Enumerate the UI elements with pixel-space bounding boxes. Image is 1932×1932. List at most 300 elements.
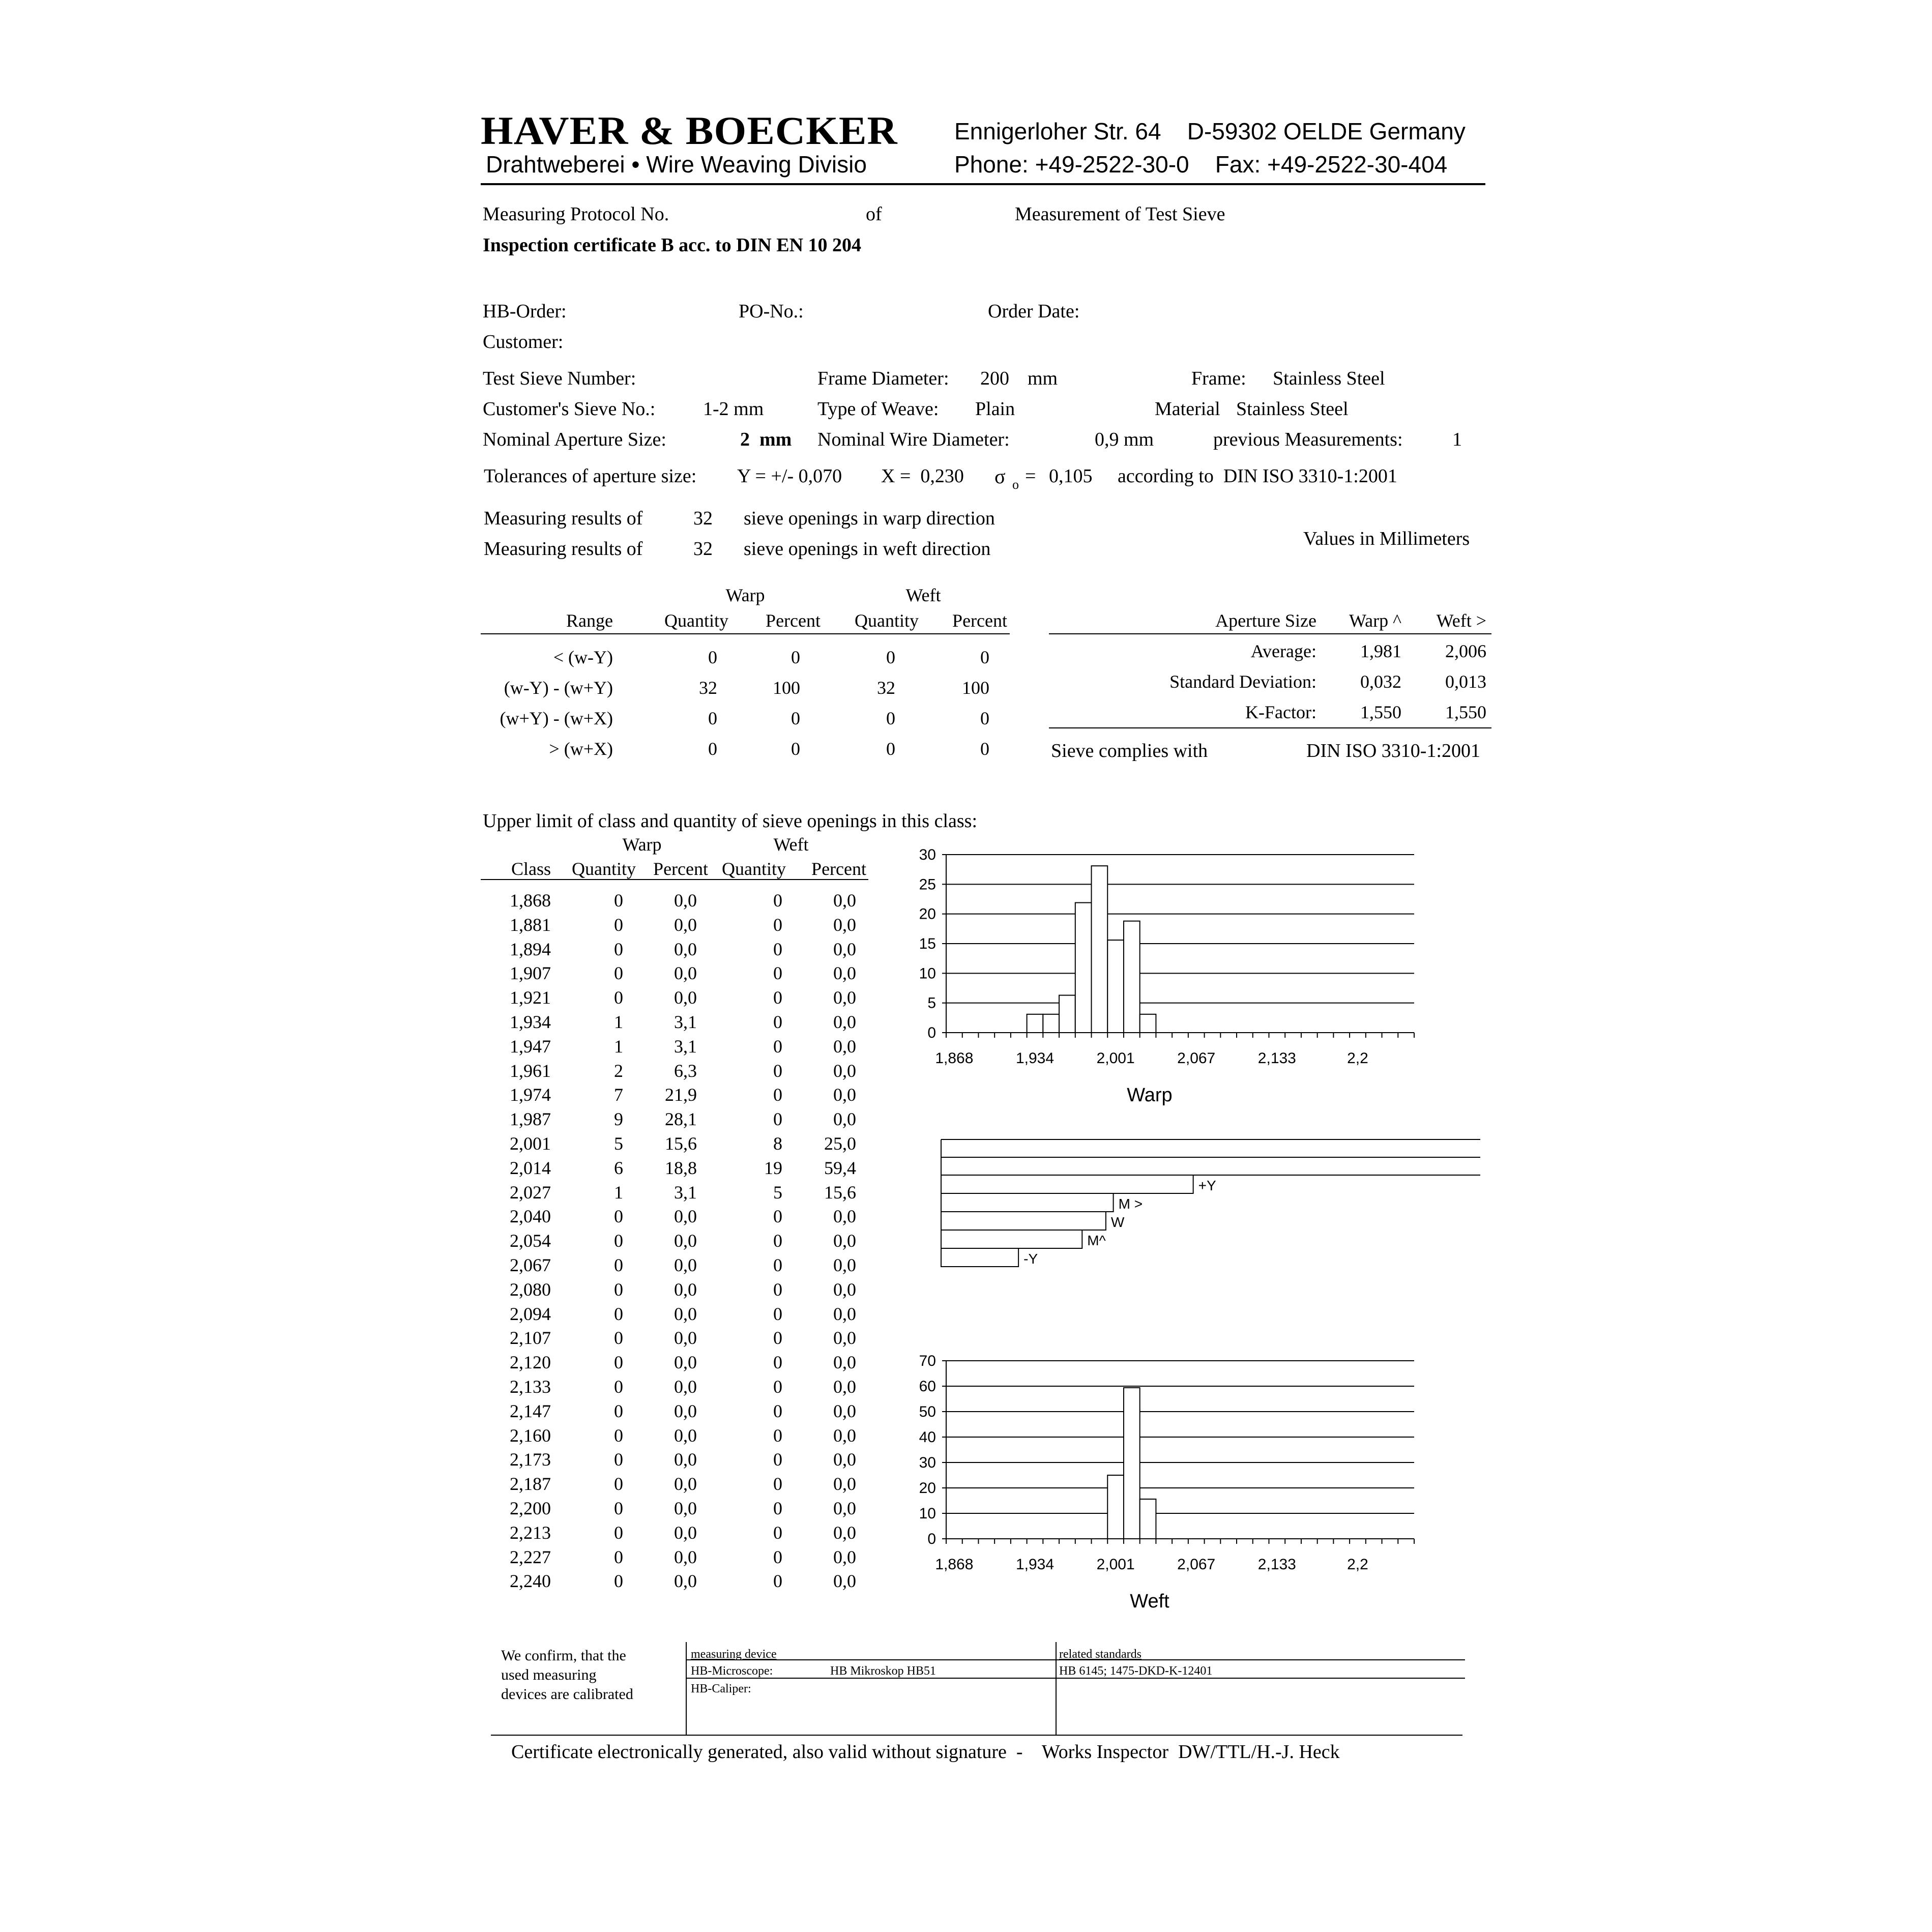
- certificate-note: Certificate electronically generated, also valid without signature - Works Inspector DW/TTL/H.-J. Heck: [511, 1741, 1340, 1763]
- class-cell: 0: [773, 1546, 782, 1567]
- class-cell: 0,0: [674, 1352, 697, 1373]
- class-cell: 0: [773, 1231, 782, 1251]
- weft-results-prefix: Measuring results of: [484, 538, 643, 560]
- class-limit: 1,947: [510, 1036, 551, 1057]
- class-cell: 1: [614, 1182, 623, 1203]
- histogram-bar: [1059, 996, 1075, 1033]
- class-limit: 1,881: [510, 914, 551, 935]
- marker-bar: [941, 1248, 1018, 1267]
- class-cell: 0: [773, 1377, 782, 1397]
- class-limit: 2,133: [510, 1377, 551, 1397]
- class-cell: 0,0: [833, 1303, 856, 1324]
- class-limit: 2,200: [510, 1498, 551, 1518]
- class-limit: 2,014: [510, 1157, 551, 1178]
- class-limit: 2,107: [510, 1328, 551, 1349]
- class-cell: 0: [614, 987, 623, 1008]
- stats-header-0: Aperture Size: [1215, 610, 1316, 631]
- class-cell: 0: [773, 939, 782, 959]
- class-header-3: Quantity: [722, 859, 786, 879]
- class-cell: 0: [614, 1449, 623, 1470]
- footer-rule-bottom: [491, 1735, 1462, 1736]
- class-cell: 0: [773, 1109, 782, 1130]
- class-cell: 0: [614, 1571, 623, 1592]
- wire-diameter-label: Nominal Wire Diameter:: [817, 429, 1010, 450]
- x-tick-label: 2,2: [1347, 1050, 1368, 1067]
- class-limit: 2,240: [510, 1571, 551, 1592]
- stats-header-1: Warp ^: [1349, 610, 1401, 631]
- customer-label: Customer:: [483, 331, 564, 353]
- y-tick-label: 50: [919, 1403, 936, 1420]
- y-tick-label: 70: [919, 1353, 936, 1369]
- class-table-title: Upper limit of class and quantity of sieve openings in this class:: [483, 810, 978, 832]
- range-cell: 0: [708, 647, 717, 667]
- class-header-2: Percent: [653, 859, 708, 879]
- range-cell: 0: [886, 739, 895, 759]
- class-cell: 0: [773, 1400, 782, 1421]
- class-limit: 2,173: [510, 1449, 551, 1470]
- material-value: Stainless Steel: [1236, 398, 1349, 420]
- class-cell: 3,1: [674, 1182, 697, 1203]
- x-tick-label: 1,868: [935, 1050, 974, 1067]
- class-cell: 9: [614, 1109, 623, 1130]
- class-cell: 59,4: [824, 1157, 856, 1178]
- y-tick-label: 20: [919, 1480, 936, 1497]
- class-cell: 6,3: [674, 1060, 697, 1081]
- class-cell: 0,0: [674, 1231, 697, 1251]
- class-cell: 0,0: [674, 1425, 697, 1446]
- confirm-line-1: We confirm, that the: [501, 1647, 626, 1664]
- weft-histogram: [905, 1345, 1435, 1620]
- class-limit: 2,001: [510, 1133, 551, 1154]
- class-cell: 0,0: [833, 1231, 856, 1251]
- stats-label: K-Factor:: [1245, 702, 1316, 722]
- class-limit: 1,987: [510, 1109, 551, 1130]
- histogram-bar: [1092, 866, 1108, 1033]
- sigma-equals: =: [1025, 465, 1036, 487]
- range-cell: 0: [980, 647, 989, 667]
- confirm-line-3: devices are calibrated: [501, 1686, 633, 1703]
- histogram-bar: [1027, 1014, 1043, 1033]
- class-cell: 0: [773, 1255, 782, 1275]
- class-cell: 0,0: [833, 1546, 856, 1567]
- class-cell: 0: [773, 1085, 782, 1105]
- class-limit: 2,040: [510, 1206, 551, 1227]
- marker-bar: [941, 1212, 1106, 1230]
- class-cell: 0,0: [674, 1303, 697, 1324]
- class-cell: 5: [773, 1182, 782, 1203]
- class-cell: 0,0: [833, 890, 856, 911]
- histogram-bar: [1075, 903, 1092, 1033]
- class-cell: 0,0: [833, 1012, 856, 1032]
- class-cell: 0: [773, 1498, 782, 1518]
- class-cell: 0,0: [833, 1206, 856, 1227]
- class-cell: 0: [773, 1352, 782, 1373]
- class-cell: 0: [614, 1328, 623, 1349]
- class-cell: 1: [614, 1012, 623, 1032]
- x-tick-label: 2,067: [1177, 1556, 1216, 1573]
- marker-label: +Y: [1198, 1178, 1216, 1193]
- class-cell: 15,6: [665, 1133, 697, 1154]
- class-cell: 0: [773, 1474, 782, 1495]
- class-group-weft: Weft: [773, 834, 809, 855]
- class-limit: 1,934: [510, 1012, 551, 1032]
- class-limit: 2,227: [510, 1546, 551, 1567]
- tolerance-x: X = 0,230: [881, 465, 964, 487]
- range-cell: 32: [699, 678, 717, 698]
- marker-label: W: [1110, 1214, 1125, 1230]
- stats-table-bottom-rule: [1049, 727, 1491, 728]
- class-cell: 0,0: [833, 1255, 856, 1275]
- class-header-1: Quantity: [572, 859, 636, 879]
- class-limit: 2,094: [510, 1303, 551, 1324]
- company-address: Ennigerloher Str. 64 D-59302 OELDE Germany: [954, 118, 1466, 144]
- class-cell: 0,0: [674, 963, 697, 984]
- range-cell: 32: [877, 678, 895, 698]
- header-divider: [481, 183, 1485, 185]
- class-cell: 0,0: [833, 1498, 856, 1518]
- frame-diameter-label: Frame Diameter:: [817, 368, 949, 389]
- caliper-label: HB-Caliper:: [691, 1682, 751, 1695]
- y-tick-label: 30: [919, 1454, 936, 1471]
- stats-header-2: Weft >: [1436, 610, 1486, 631]
- histogram-bar: [1140, 1014, 1156, 1033]
- y-tick-label: 40: [919, 1429, 936, 1446]
- class-cell: 0: [773, 1060, 782, 1081]
- marker-bar: [941, 1175, 1193, 1193]
- class-limit: 2,027: [510, 1182, 551, 1203]
- class-header-0: Class: [511, 859, 551, 879]
- class-limit: 1,894: [510, 939, 551, 959]
- class-cell: 0: [773, 1279, 782, 1300]
- complies-label: Sieve complies with: [1051, 740, 1208, 762]
- class-cell: 0: [614, 1425, 623, 1446]
- stats-table-header-rule: [1049, 633, 1491, 634]
- class-cell: 0,0: [833, 1085, 856, 1105]
- class-cell: 6: [614, 1157, 623, 1178]
- footer-divider-left: [686, 1642, 687, 1735]
- marker-bar: [941, 1193, 1114, 1212]
- confirm-line-2: used measuring: [501, 1666, 597, 1683]
- stats-cell: 0,013: [1445, 671, 1486, 692]
- class-cell: 0,0: [674, 1255, 697, 1275]
- class-cell: 0: [773, 1206, 782, 1227]
- class-cell: 0,0: [674, 890, 697, 911]
- warp-chart-title: Warp: [1127, 1085, 1173, 1106]
- x-tick-label: 2,001: [1096, 1050, 1135, 1067]
- previous-measurements-label: previous Measurements:: [1213, 429, 1403, 450]
- previous-measurements-value: 1: [1452, 429, 1462, 450]
- x-tick-label: 2,001: [1096, 1556, 1135, 1573]
- weave-value: Plain: [975, 398, 1015, 420]
- range-header-0: Range: [566, 610, 613, 631]
- frame-diameter-value: 200: [980, 368, 1009, 389]
- class-cell: 0: [773, 914, 782, 935]
- range-cell: 0: [980, 708, 989, 728]
- class-cell: 0,0: [833, 1060, 856, 1081]
- aperture-label: Nominal Aperture Size:: [483, 429, 666, 450]
- y-tick-label: 20: [919, 905, 936, 923]
- class-limit: 1,974: [510, 1085, 551, 1105]
- y-tick-label: 0: [927, 1024, 936, 1041]
- y-tick-label: 5: [927, 994, 936, 1012]
- class-table-header-rule: [481, 879, 868, 880]
- warp-results-count: 32: [693, 508, 713, 529]
- values-in-millimeters: Values in Millimeters: [1303, 528, 1470, 549]
- class-cell: 0,0: [833, 1036, 856, 1057]
- histogram-bar: [1043, 1014, 1059, 1033]
- range-table-header-rule: [481, 633, 1010, 634]
- class-limit: 2,054: [510, 1231, 551, 1251]
- histogram-bar: [1124, 921, 1140, 1033]
- range-cell: 0: [886, 647, 895, 667]
- class-cell: 0,0: [833, 1522, 856, 1543]
- class-cell: 0,0: [674, 1546, 697, 1567]
- class-cell: 0: [773, 1449, 782, 1470]
- class-cell: 0,0: [833, 1400, 856, 1421]
- class-cell: 19: [764, 1157, 782, 1178]
- class-cell: 0: [773, 1571, 782, 1592]
- class-cell: 0: [614, 1231, 623, 1251]
- y-tick-label: 10: [919, 1505, 936, 1522]
- class-limit: 2,187: [510, 1474, 551, 1495]
- stats-label: Average:: [1250, 641, 1316, 661]
- range-cell: 0: [708, 708, 717, 728]
- range-cell: 0: [980, 739, 989, 759]
- class-cell: 28,1: [665, 1109, 697, 1130]
- weft-chart-title: Weft: [1130, 1591, 1169, 1612]
- weft-results-suffix: sieve openings in weft direction: [744, 538, 991, 560]
- protocol-label: Measuring Protocol No.: [483, 203, 669, 225]
- marker-label: M >: [1118, 1196, 1143, 1212]
- y-tick-label: 10: [919, 965, 936, 982]
- class-cell: 8: [773, 1133, 782, 1154]
- class-cell: 0: [614, 1279, 623, 1300]
- class-cell: 0,0: [674, 1571, 697, 1592]
- y-tick-label: 15: [919, 935, 936, 952]
- histogram-bar: [1107, 1475, 1124, 1539]
- class-cell: 0: [614, 1546, 623, 1567]
- x-tick-label: 2,067: [1177, 1050, 1216, 1067]
- class-cell: 0,0: [674, 1206, 697, 1227]
- class-limit: 1,921: [510, 987, 551, 1008]
- frame-diameter-unit: mm: [1028, 368, 1058, 389]
- class-limit: 2,160: [510, 1425, 551, 1446]
- x-tick-label: 1,934: [1015, 1556, 1055, 1573]
- inspection-certificate: Inspection certificate B acc. to DIN EN 10 204: [483, 235, 862, 256]
- warp-results-suffix: sieve openings in warp direction: [744, 508, 995, 529]
- class-cell: 3,1: [674, 1036, 697, 1057]
- class-cell: 18,8: [665, 1157, 697, 1178]
- class-limit: 2,147: [510, 1400, 551, 1421]
- y-tick-label: 25: [919, 876, 936, 893]
- class-cell: 0,0: [833, 939, 856, 959]
- y-tick-label: 60: [919, 1378, 936, 1395]
- class-cell: 0,0: [674, 1400, 697, 1421]
- measurement-of-test-sieve: Measurement of Test Sieve: [1015, 203, 1225, 225]
- range-cell: 0: [708, 739, 717, 759]
- range-header-4: Percent: [952, 610, 1007, 631]
- class-cell: 0: [614, 1400, 623, 1421]
- class-limit: 2,080: [510, 1279, 551, 1300]
- class-cell: 2: [614, 1060, 623, 1081]
- company-contact: Phone: +49-2522-30-0 Fax: +49-2522-30-404: [954, 151, 1448, 178]
- class-cell: 25,0: [824, 1133, 856, 1154]
- sigma-subscript: o: [1012, 477, 1019, 492]
- class-cell: 0: [614, 1498, 623, 1518]
- x-tick-label: 2,2: [1347, 1556, 1368, 1573]
- class-cell: 0: [614, 1522, 623, 1543]
- class-cell: 0: [614, 1352, 623, 1373]
- class-cell: 0,0: [833, 1449, 856, 1470]
- class-cell: 0: [773, 1036, 782, 1057]
- tolerance-marker-chart: [926, 1132, 1485, 1284]
- sigma-value: 0,105: [1049, 465, 1093, 487]
- sigma-symbol: σ: [994, 465, 1006, 488]
- customer-sieve-value: 1-2 mm: [703, 398, 764, 420]
- weave-label: Type of Weave:: [817, 398, 939, 420]
- class-cell: 0,0: [674, 1522, 697, 1543]
- related-standards-header: related standards: [1059, 1648, 1141, 1661]
- class-limit: 2,213: [510, 1522, 551, 1543]
- class-cell: 0,0: [833, 1474, 856, 1495]
- class-cell: 0: [773, 1328, 782, 1349]
- class-cell: 5: [614, 1133, 623, 1154]
- y-tick-label: 30: [919, 846, 936, 863]
- microscope-label: HB-Microscope:: [691, 1664, 773, 1678]
- histogram-bar: [1140, 1499, 1156, 1539]
- x-tick-label: 2,133: [1257, 1050, 1296, 1067]
- class-cell: 0,0: [833, 1425, 856, 1446]
- class-cell: 0: [614, 890, 623, 911]
- range-label: < (w-Y): [553, 647, 613, 667]
- range-cell: 0: [791, 708, 800, 728]
- x-tick-label: 2,133: [1257, 1556, 1296, 1573]
- class-cell: 0: [773, 1303, 782, 1324]
- class-cell: 0: [773, 1012, 782, 1032]
- range-group-warp: Warp: [725, 585, 765, 605]
- class-cell: 0: [614, 1474, 623, 1495]
- range-header-3: Quantity: [855, 610, 919, 631]
- material-label: Material: [1155, 398, 1220, 420]
- range-header-2: Percent: [766, 610, 821, 631]
- order-date-label: Order Date:: [988, 301, 1080, 322]
- po-no-label: PO-No.:: [739, 301, 804, 322]
- class-cell: 0,0: [674, 1279, 697, 1300]
- stats-cell: 1,550: [1360, 702, 1401, 722]
- measuring-device-header: measuring device: [691, 1648, 777, 1661]
- class-cell: 0: [614, 1377, 623, 1397]
- stats-label: Standard Deviation:: [1169, 671, 1316, 692]
- range-header-1: Quantity: [664, 610, 728, 631]
- class-cell: 0,0: [833, 1109, 856, 1130]
- tolerance-according: according to DIN ISO 3310-1:2001: [1118, 465, 1397, 487]
- tolerance-y: Y = +/- 0,070: [737, 465, 842, 487]
- histogram-bar: [1124, 1388, 1140, 1539]
- stats-cell: 1,550: [1445, 702, 1486, 722]
- class-cell: 0,0: [674, 1328, 697, 1349]
- class-cell: 0,0: [674, 1498, 697, 1518]
- footer-divider-right: [1056, 1642, 1057, 1735]
- warp-results-prefix: Measuring results of: [484, 508, 643, 529]
- class-cell: 0,0: [674, 1474, 697, 1495]
- class-cell: 0,0: [674, 914, 697, 935]
- class-limit: 1,907: [510, 963, 551, 984]
- stats-cell: 1,981: [1360, 641, 1401, 661]
- range-group-weft: Weft: [905, 585, 941, 605]
- stats-cell: 0,032: [1360, 671, 1401, 692]
- stats-cell: 2,006: [1445, 641, 1486, 661]
- range-label: (w-Y) - (w+Y): [504, 678, 613, 698]
- complies-value: DIN ISO 3310-1:2001: [1306, 740, 1480, 762]
- related-standards-value: HB 6145; 1475-DKD-K-12401: [1059, 1664, 1213, 1678]
- class-cell: 0: [614, 1206, 623, 1227]
- class-cell: 0: [773, 1522, 782, 1543]
- class-group-warp: Warp: [622, 834, 662, 855]
- test-sieve-number-label: Test Sieve Number:: [483, 368, 636, 389]
- x-tick-label: 1,868: [935, 1556, 974, 1573]
- class-cell: 0: [614, 914, 623, 935]
- class-cell: 0,0: [674, 987, 697, 1008]
- aperture-value: 2 mm: [740, 429, 792, 450]
- histogram-bar: [1107, 940, 1124, 1033]
- class-cell: 1: [614, 1036, 623, 1057]
- frame-value: Stainless Steel: [1273, 368, 1385, 389]
- class-limit: 2,120: [510, 1352, 551, 1373]
- class-cell: 0,0: [833, 1377, 856, 1397]
- range-label: > (w+X): [549, 739, 613, 759]
- division-line: Drahtweberei • Wire Weaving Divisio: [486, 151, 867, 178]
- range-cell: 100: [773, 678, 800, 698]
- marker-bar: [941, 1230, 1082, 1248]
- class-cell: 0: [614, 1255, 623, 1275]
- x-tick-label: 1,934: [1015, 1050, 1055, 1067]
- class-cell: 0: [614, 939, 623, 959]
- class-cell: 0,0: [674, 939, 697, 959]
- class-cell: 0,0: [674, 1449, 697, 1470]
- class-cell: 0: [773, 890, 782, 911]
- class-cell: 0,0: [674, 1377, 697, 1397]
- class-cell: 0: [773, 1425, 782, 1446]
- protocol-of: of: [866, 203, 882, 225]
- range-cell: 0: [886, 708, 895, 728]
- wire-diameter-value: 0,9 mm: [1095, 429, 1154, 450]
- range-cell: 0: [791, 739, 800, 759]
- class-cell: 0,0: [833, 1328, 856, 1349]
- class-cell: 3,1: [674, 1012, 697, 1032]
- class-cell: 0: [614, 963, 623, 984]
- range-label: (w+Y) - (w+X): [500, 708, 613, 728]
- class-cell: 0: [773, 963, 782, 984]
- class-header-4: Percent: [811, 859, 866, 879]
- range-cell: 0: [791, 647, 800, 667]
- class-cell: 0: [614, 1303, 623, 1324]
- class-cell: 0,0: [833, 987, 856, 1008]
- microscope-value: HB Mikroskop HB51: [830, 1664, 936, 1678]
- company-name: HAVER & BOECKER: [481, 108, 898, 153]
- frame-label: Frame:: [1191, 368, 1246, 389]
- class-cell: 7: [614, 1085, 623, 1105]
- y-tick-label: 0: [927, 1531, 936, 1547]
- marker-label: -Y: [1023, 1251, 1038, 1267]
- weft-results-count: 32: [693, 538, 713, 560]
- class-cell: 0,0: [833, 1352, 856, 1373]
- warp-histogram: [905, 839, 1435, 1114]
- class-cell: 0: [773, 987, 782, 1008]
- class-limit: 1,868: [510, 890, 551, 911]
- class-cell: 0,0: [833, 914, 856, 935]
- class-cell: 0,0: [833, 963, 856, 984]
- hb-order-label: HB-Order:: [483, 301, 567, 322]
